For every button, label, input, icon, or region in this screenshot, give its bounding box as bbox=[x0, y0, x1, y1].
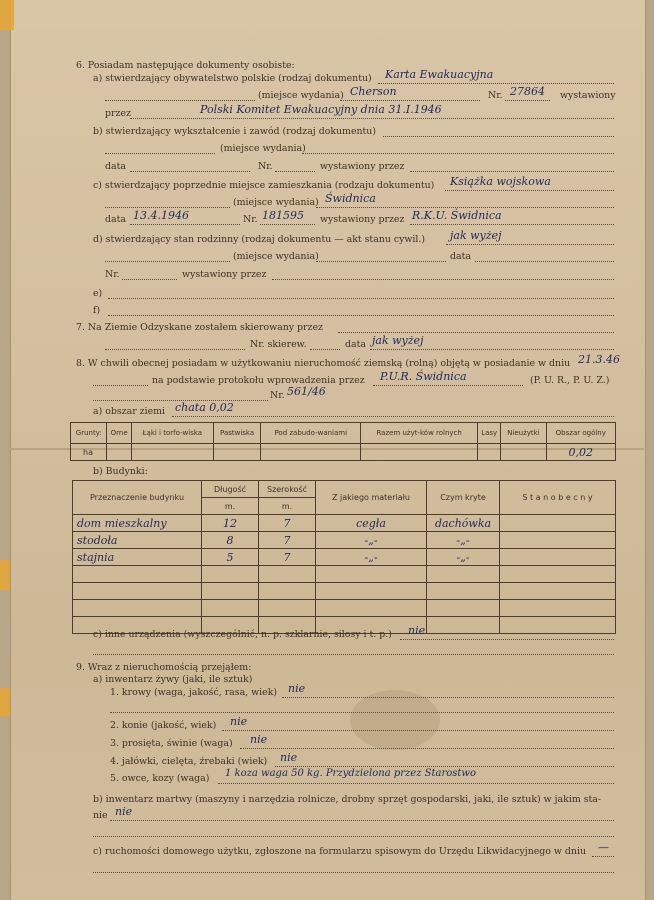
section-9-title: 9. Wraz z nieruchomością przejąłem: bbox=[76, 662, 252, 673]
building-name: stodoła bbox=[73, 532, 202, 549]
label: (miejsce wydania) bbox=[220, 143, 306, 154]
section-8-title: 8. W chwili obecnej posiadam w użytkowaniu nieruchomość ziemską (rolną) objętą w posiadanie w dniu bbox=[76, 358, 571, 369]
fill-line bbox=[370, 349, 614, 350]
fill-line bbox=[592, 856, 614, 857]
fill-line bbox=[505, 100, 550, 101]
handwriting: P.U.R. Świdnica bbox=[380, 370, 467, 383]
label: Nr. bbox=[488, 90, 503, 101]
label: (P. U. R., P. U. Z.) bbox=[530, 375, 610, 386]
building-length: 12 bbox=[202, 515, 259, 532]
label: data bbox=[345, 339, 366, 350]
fill-line bbox=[130, 118, 614, 119]
label: 5. owce, kozy (waga) bbox=[110, 773, 210, 784]
label: d) stwierdzający stan rodzinny (rodzaj dokumentu — akt stanu cywil.) bbox=[93, 234, 426, 245]
handwriting: nie bbox=[280, 751, 298, 764]
label: e) bbox=[93, 288, 103, 299]
fill-line bbox=[316, 207, 614, 208]
fill-line bbox=[310, 349, 340, 350]
land-header: Pod zabudo-waniami bbox=[261, 423, 361, 444]
label: a) inwentarz żywy (jaki, ile sztuk) bbox=[93, 674, 253, 685]
tape-mark bbox=[0, 688, 10, 716]
fill-line bbox=[378, 83, 614, 84]
fill-line bbox=[105, 207, 230, 208]
fill-line bbox=[110, 820, 614, 821]
buildings-header: Z jakiego materiału bbox=[316, 481, 427, 515]
land-header: Pastwiska bbox=[213, 423, 261, 444]
label: Nr. bbox=[270, 390, 285, 401]
handwriting: 21.3.46 bbox=[578, 353, 620, 366]
handwriting: — bbox=[598, 841, 609, 854]
building-width: 7 bbox=[259, 549, 316, 566]
fill-line bbox=[475, 261, 614, 262]
building-roof: dachówka bbox=[427, 515, 500, 532]
land-header: Razem użyt-ków rolnych bbox=[361, 423, 478, 444]
label: Nr. bbox=[105, 269, 120, 280]
building-length: 5 bbox=[202, 549, 259, 566]
fill-line bbox=[93, 385, 148, 386]
handwriting: nie bbox=[250, 733, 268, 746]
fill-line bbox=[275, 766, 614, 767]
fill-line bbox=[445, 190, 614, 191]
unit: m. bbox=[202, 498, 259, 515]
land-cell bbox=[131, 444, 213, 461]
handwriting: 181595 bbox=[262, 209, 304, 222]
building-name: stajnia bbox=[73, 549, 202, 566]
handwriting: nie bbox=[115, 805, 133, 818]
fill-line bbox=[400, 639, 614, 640]
unit: m. bbox=[259, 498, 316, 515]
fill-line bbox=[410, 171, 614, 172]
handwriting: jak wyżej bbox=[372, 334, 424, 347]
land-cell bbox=[478, 444, 501, 461]
fill-line bbox=[383, 136, 614, 137]
fill-line bbox=[130, 171, 250, 172]
table-row bbox=[73, 583, 616, 600]
fill-line bbox=[93, 836, 614, 837]
table-row bbox=[73, 549, 616, 566]
label: Nr. skierew. bbox=[250, 339, 307, 350]
label: c) stwierdzający poprzednie miejsce zamieszkania (rodzaju dokumentu) bbox=[93, 180, 435, 191]
label: nie bbox=[93, 810, 108, 821]
fill-line bbox=[105, 153, 215, 154]
table-row bbox=[73, 600, 616, 617]
fill-line bbox=[275, 171, 315, 172]
fill-line bbox=[282, 697, 614, 698]
fill-line bbox=[410, 224, 614, 225]
building-roof: -„- bbox=[427, 532, 500, 549]
handwriting: nie bbox=[408, 624, 426, 637]
label: wystawiony bbox=[560, 90, 616, 101]
fill-line bbox=[218, 783, 614, 784]
land-header: Orne bbox=[107, 423, 131, 444]
fill-line bbox=[110, 712, 614, 713]
label: 2. konie (jakość, wiek) bbox=[110, 720, 217, 731]
label: a) stwierdzający obywatelstwo polskie (rodzaj dokumentu) bbox=[93, 73, 372, 84]
building-material: -„- bbox=[316, 532, 427, 549]
buildings-header: Szerokość bbox=[259, 481, 316, 498]
fill-line bbox=[172, 416, 614, 417]
fill-line bbox=[240, 748, 614, 749]
land-cell bbox=[361, 444, 478, 461]
table-row bbox=[73, 566, 616, 583]
handwriting: Świdnica bbox=[325, 192, 376, 205]
fill-line bbox=[222, 730, 614, 731]
label: (miejsce wydania) bbox=[258, 90, 344, 101]
fill-line bbox=[338, 332, 614, 333]
building-length: 8 bbox=[202, 532, 259, 549]
land-cell bbox=[261, 444, 361, 461]
handwriting: 13.4.1946 bbox=[133, 209, 189, 222]
land-total: 0,02 bbox=[546, 444, 615, 461]
fill-line bbox=[446, 244, 614, 245]
label: c) ruchomości domowego użytku, zgłoszone na formularzu spisowym do Urzędu Likwidacyjnego w dniu bbox=[93, 846, 586, 857]
building-roof: -„- bbox=[427, 549, 500, 566]
label: (miejsce wydania) bbox=[233, 197, 319, 208]
fill-line bbox=[130, 224, 240, 225]
label: data bbox=[105, 161, 126, 172]
building-material: cegła bbox=[316, 515, 427, 532]
label: 1. krowy (waga, jakość, rasa, wiek) bbox=[110, 687, 278, 698]
label: b) stwierdzający wykształcenie i zawód (rodzaj dokumentu) bbox=[93, 126, 376, 137]
fill-line bbox=[105, 261, 230, 262]
label: Nr. bbox=[258, 161, 273, 172]
land-header: Grunty: bbox=[71, 423, 107, 444]
fill-line bbox=[105, 349, 245, 350]
fill-line bbox=[373, 385, 523, 386]
fill-line bbox=[122, 279, 177, 280]
label: (miejsce wydania) bbox=[233, 251, 319, 262]
handwriting: 561/46 bbox=[287, 385, 326, 398]
building-state bbox=[500, 549, 616, 566]
land-header: Lasy bbox=[478, 423, 501, 444]
handwriting: jak wyżej bbox=[450, 229, 502, 242]
building-width: 7 bbox=[259, 515, 316, 532]
fill-line bbox=[105, 100, 255, 101]
handwriting: Karta Ewakuacyjna bbox=[385, 68, 494, 81]
handwriting: Polski Komitet Ewakuacyjny dnia 31.I.1946 bbox=[200, 103, 442, 116]
land-cell bbox=[501, 444, 546, 461]
label: przez bbox=[105, 108, 131, 119]
label: b) Budynki: bbox=[93, 466, 148, 477]
label: wystawiony przez bbox=[182, 269, 267, 280]
fill-line bbox=[340, 100, 480, 101]
handwriting: Cherson bbox=[350, 85, 397, 98]
land-header: Łąki i torfo-wiska bbox=[131, 423, 213, 444]
building-state bbox=[500, 515, 616, 532]
tape-mark bbox=[0, 560, 10, 590]
land-header: Obszar ogólny bbox=[546, 423, 615, 444]
fill-line bbox=[108, 315, 614, 316]
handwriting: chata 0,02 bbox=[175, 401, 234, 414]
buildings-header: Czym kryte bbox=[427, 481, 500, 515]
handwriting: nie bbox=[230, 715, 248, 728]
building-name: dom mieszkalny bbox=[73, 515, 202, 532]
fill-line bbox=[108, 298, 614, 299]
fill-line bbox=[316, 261, 446, 262]
tape-mark bbox=[0, 0, 14, 30]
building-state bbox=[500, 532, 616, 549]
buildings-header: Przeznaczenie budynku bbox=[73, 481, 202, 515]
table-row bbox=[73, 532, 616, 549]
land-cell bbox=[107, 444, 131, 461]
fill-line bbox=[272, 279, 614, 280]
label: b) inwentarz martwy (maszyny i narzędzia rolnicze, drobny sprzęt gospodarski, jaki, ile sztuk) w jakim sta- bbox=[93, 794, 602, 805]
stain bbox=[350, 690, 440, 750]
label: c) inne urządzenia (wyszczególnić, n. p. szklarnie, silosy i t. p.) bbox=[93, 629, 392, 640]
label: wystawiony przez bbox=[320, 161, 405, 172]
land-area-table bbox=[70, 422, 616, 461]
building-width: 7 bbox=[259, 532, 316, 549]
section-7-title: 7. Na Ziemie Odzyskane zostałem skierowany przez bbox=[76, 322, 323, 333]
fill-line bbox=[93, 654, 614, 655]
buildings-header: Długość bbox=[202, 481, 259, 498]
label: data bbox=[450, 251, 471, 262]
buildings-table bbox=[72, 480, 616, 634]
land-cell bbox=[213, 444, 261, 461]
fill-line bbox=[260, 224, 315, 225]
buildings-header: S t a n o b e c n y bbox=[500, 481, 616, 515]
building-material: -„- bbox=[316, 549, 427, 566]
handwriting: 27864 bbox=[510, 85, 545, 98]
land-header: Nieużytki bbox=[501, 423, 546, 444]
table-row bbox=[73, 515, 616, 532]
label: f) bbox=[93, 305, 101, 316]
handwriting: Książka wojskowa bbox=[450, 175, 551, 188]
handwriting: 1 koza waga 50 kg. Przydzielona przez Starostwo bbox=[225, 768, 477, 779]
fill-line bbox=[93, 872, 614, 873]
label: Nr. bbox=[243, 214, 258, 225]
section-6-title: 6. Posiadam następujące dokumenty osobiste: bbox=[76, 60, 295, 71]
handwriting: nie bbox=[288, 682, 306, 695]
label: a) obszar ziemi bbox=[93, 406, 166, 417]
label: na podstawie protokołu wprowadzenia przez bbox=[152, 375, 365, 386]
label: 4. jałówki, cielęta, źrebaki (wiek) bbox=[110, 756, 268, 767]
fill-line bbox=[302, 153, 614, 154]
label: wystawiony przez bbox=[320, 214, 405, 225]
label: 3. prosięta, świnie (waga) bbox=[110, 738, 233, 749]
land-unit: ha bbox=[71, 444, 107, 461]
label: data bbox=[105, 214, 126, 225]
handwriting: R.K.U. Świdnica bbox=[412, 209, 502, 222]
